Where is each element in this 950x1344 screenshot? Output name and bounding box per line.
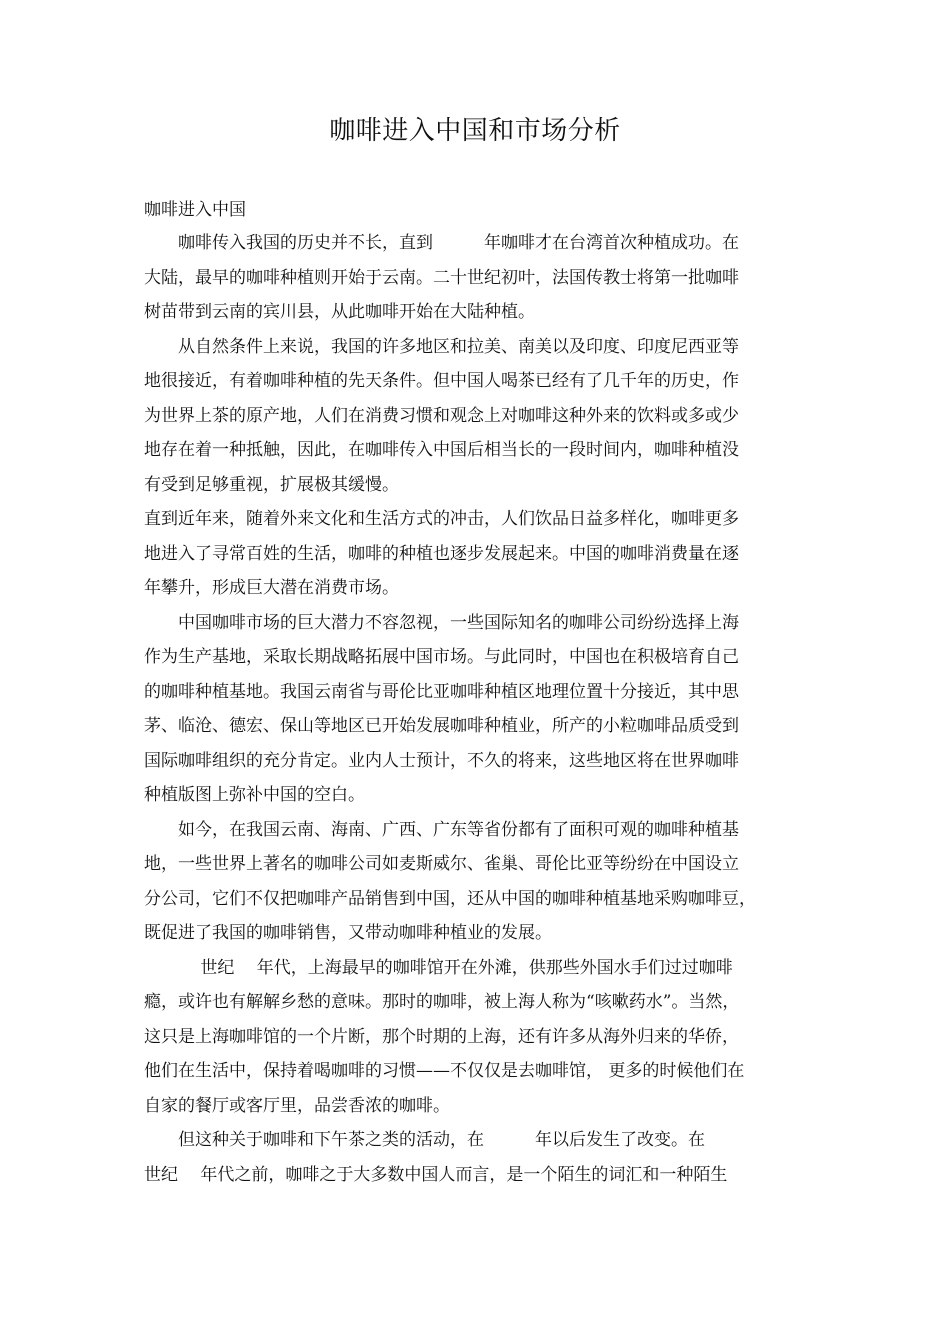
paragraph — [144, 813, 810, 951]
paragraph — [144, 606, 810, 813]
paragraph-line: 直到近年来，随着外来文化和生活方式的冲击，人们饮品日益多样化，咖啡更多 — [144, 509, 739, 529]
paragraph — [144, 226, 810, 330]
paragraph-line: 国际咖啡组织的充分肯定。业内人士预计，不久的将来，这些地区将在世界咖啡 — [144, 750, 739, 771]
paragraph — [144, 951, 810, 1124]
paragraph-line: 树苗带到云南的宾川县，从此咖啡开始在大陆种植。 — [144, 302, 535, 322]
document-body — [144, 194, 810, 1192]
paragraph-line: 这只是上海咖啡馆的一个片断，那个时期的上海，还有许多从海外归来的华侨， — [144, 1026, 739, 1047]
paragraph — [144, 1123, 810, 1192]
paragraph-line: 如今，在我国云南、海南、广西、广东等省份都有了面积可观的咖啡种植基 — [178, 819, 739, 840]
paragraph-line: 地很接近，有着咖啡种植的先天条件。但中国人喝茶已经有了几千年的历史，作 — [144, 371, 739, 391]
paragraph-line: 瘾，或许也有解解乡愁的意味。那时的咖啡，被上海人称为“咳嗽药水”。当然， — [144, 992, 740, 1012]
paragraph-line: 的咖啡种植基地。我国云南省与哥伦比亚咖啡种植区地理位置十分接近，其中思 — [144, 681, 739, 702]
paragraph-line: 为世界上茶的原产地，人们在消费习惯和观念上对咖啡这种外来的饮料或多或少 — [144, 405, 739, 426]
paragraph — [144, 502, 810, 606]
paragraph-line: 世纪 年代，上海最早的咖啡馆开在外滩，供那些外国水手们过过咖啡 — [178, 957, 733, 978]
paragraph-line: 但这种关于咖啡和下午茶之类的活动，在 年以后发生了改变。在 — [178, 1130, 705, 1150]
paragraph-line: 分公司，它们不仅把咖啡产品销售到中国，还从中国的咖啡种植基地采购咖啡豆， — [144, 888, 756, 909]
paragraph-line: 茅、临沧、德宏、保山等地区已开始发展咖啡种植业，所产的小粒咖啡品质受到 — [144, 716, 739, 736]
paragraph-line: 地存在着一种抵触，因此，在咖啡传入中国后相当长的一段时间内，咖啡种植没 — [144, 440, 739, 460]
paragraph-line: 有受到足够重视，扩展极其缓慢。 — [144, 474, 399, 495]
paragraph-line: 年攀升，形成巨大潜在消费市场。 — [144, 578, 399, 598]
section-heading: 咖啡进入中国 — [144, 200, 246, 220]
paragraph-line: 自家的餐厅或客厅里，品尝香浓的咖啡。 — [144, 1095, 450, 1116]
paragraph-line: 中国咖啡市场的巨大潜力不容忽视，一些国际知名的咖啡公司纷纷选择上海 — [178, 612, 739, 633]
paragraph-line: 作为生产基地，采取长期战略拓展中国市场。与此同时，中国也在积极培育自己 — [144, 647, 739, 667]
paragraph-line: 种植版图上弥补中国的空白。 — [144, 785, 365, 805]
paragraph-line: 地，一些世界上著名的咖啡公司如麦斯威尔、雀巢、哥伦比亚等纷纷在中国设立 — [144, 854, 739, 874]
paragraph-line: 既促进了我国的咖啡销售，又带动咖啡种植业的发展。 — [144, 923, 552, 943]
paragraph-line: 他们在生活中，保持着喝咖啡的习惯——不仅仅是去咖啡馆， 更多的时候他们在 — [144, 1061, 745, 1081]
paragraph-line: 地进入了寻常百姓的生活，咖啡的种植也逐步发展起来。中国的咖啡消费量在逐 — [144, 543, 739, 564]
paragraph-line: 大陆，最早的咖啡种植则开始于云南。二十世纪初叶，法国传教士将第一批咖啡 — [144, 267, 739, 288]
paragraph — [144, 330, 810, 503]
paragraph-line: 咖啡传入我国的历史并不长，直到 年咖啡才在台湾首次种植成功。在 — [178, 233, 739, 253]
paragraph-line: 从自然条件上来说，我国的许多地区和拉美、南美以及印度、印度尼西亚等 — [178, 336, 739, 357]
document-title: 咖啡进入中国和市场分析 — [329, 116, 621, 146]
paragraph-line: 世纪 年代之前，咖啡之于大多数中国人而言，是一个陌生的词汇和一种陌生 — [144, 1164, 728, 1185]
paragraph-list — [144, 226, 810, 1192]
